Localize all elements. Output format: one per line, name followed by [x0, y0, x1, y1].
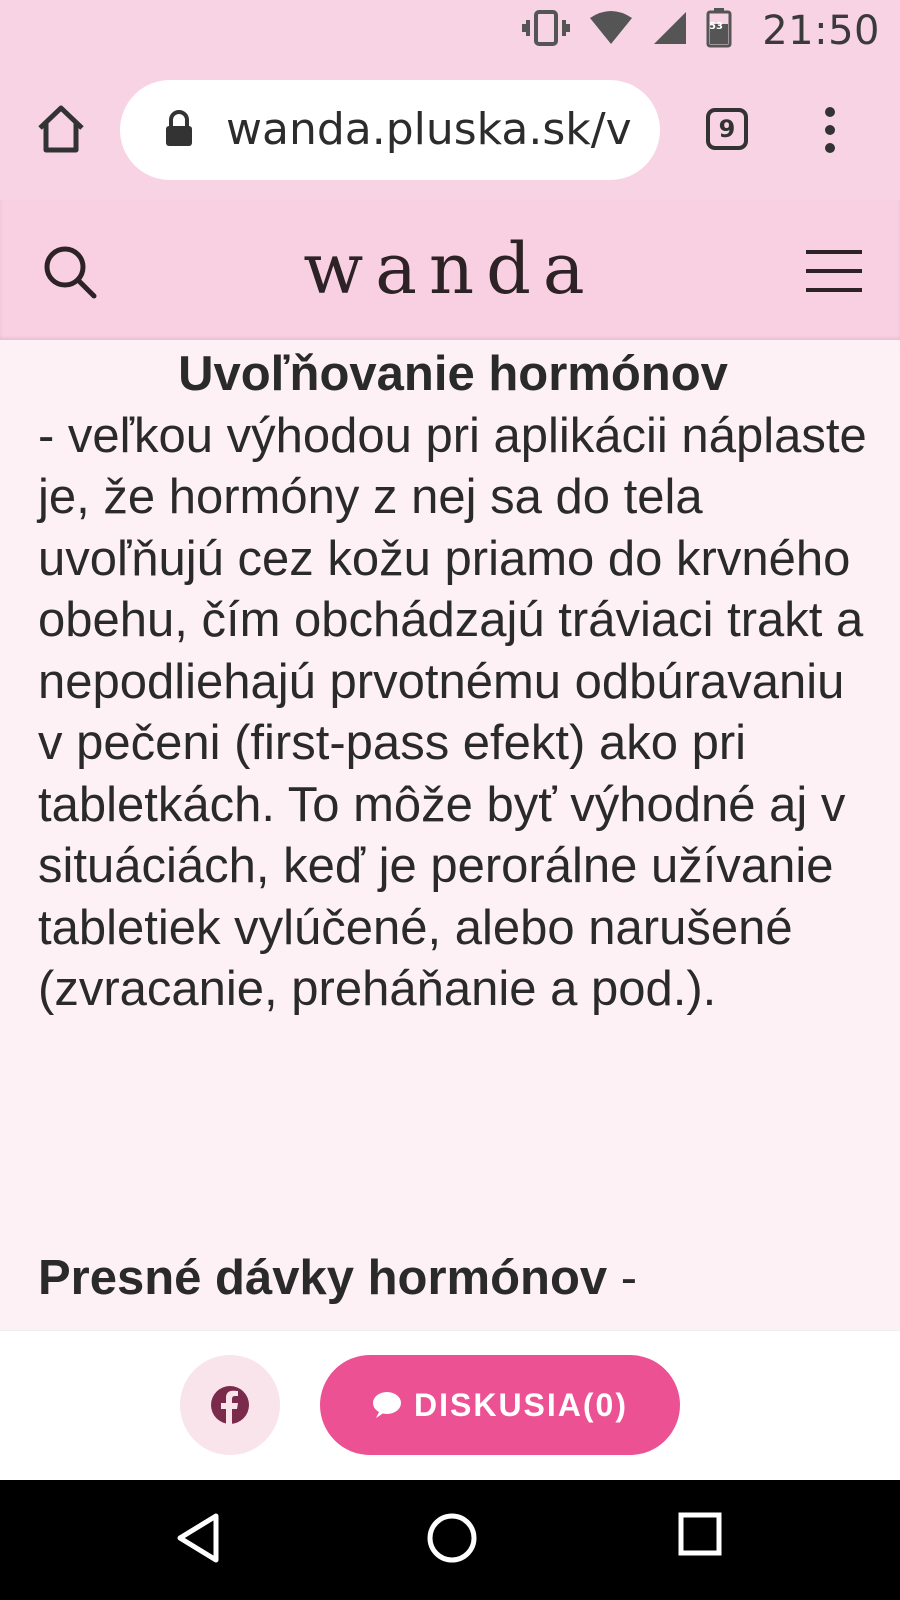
site-menu-button[interactable] [804, 246, 864, 296]
clock: 21:50 [762, 8, 880, 54]
home-nav-button[interactable] [424, 1510, 480, 1566]
discussion-button[interactable] [320, 1355, 680, 1455]
browser-menu-button[interactable] [812, 106, 848, 154]
article-action-bar [0, 1330, 900, 1480]
hamburger-menu-icon [804, 246, 864, 296]
browser-toolbar [0, 64, 900, 200]
discussion-label: DISKUSIA(0) [413, 1386, 628, 1423]
battery-level: 53 [709, 21, 723, 32]
paragraph-text: - [607, 1251, 638, 1305]
vibrate-icon [522, 10, 570, 50]
paragraph-text: - veľkou výhodou pri aplikácii náplaste je, že hormóny z nej sa do tela uvoľňujú cez kožu priamo do krvného obehu, čím obchádzajú tráviaci trakt a nepodliehajú prvotnému odbúravaniu v pečeni (first-pass efekt) ako pri tabletkách. To môže byť výhodné aj v situáciách, keď je perorálne užívanie tabletiek vylúčené, alebo narušené (zvracanie, preháňanie a pod.). [38, 408, 867, 1016]
home-icon [34, 102, 88, 156]
recent-apps-button[interactable] [678, 1512, 722, 1556]
tab-count: 9 [718, 115, 736, 143]
comment-icon [372, 1391, 402, 1419]
facebook-share-button[interactable] [180, 1355, 280, 1455]
article-paragraph [38, 1248, 868, 1309]
square-recents-icon [678, 1512, 722, 1556]
tab-switcher-button[interactable] [706, 108, 748, 150]
paragraph-heading: Presné dávky hormónov [38, 1251, 608, 1305]
status-icons [522, 10, 732, 50]
signal-icon [652, 10, 688, 50]
facebook-icon [210, 1385, 250, 1425]
wifi-icon [588, 10, 634, 50]
more-vertical-icon [812, 106, 848, 154]
back-button[interactable] [172, 1510, 228, 1566]
paragraph-heading: Uvoľňovanie hormónov [178, 347, 728, 401]
site-logo[interactable]: wanda [303, 228, 597, 310]
circle-home-icon [424, 1510, 480, 1566]
battery-icon [706, 8, 732, 52]
address-bar[interactable] [120, 80, 660, 180]
lock-icon [164, 110, 194, 152]
status-bar [0, 0, 900, 64]
article-content [0, 340, 900, 1330]
article-paragraph [38, 344, 868, 1021]
home-button[interactable] [34, 102, 88, 156]
site-header [0, 200, 900, 340]
system-nav-bar [0, 1480, 900, 1600]
back-icon [172, 1510, 228, 1566]
url-text: wanda.pluska.sk/v [226, 104, 632, 155]
